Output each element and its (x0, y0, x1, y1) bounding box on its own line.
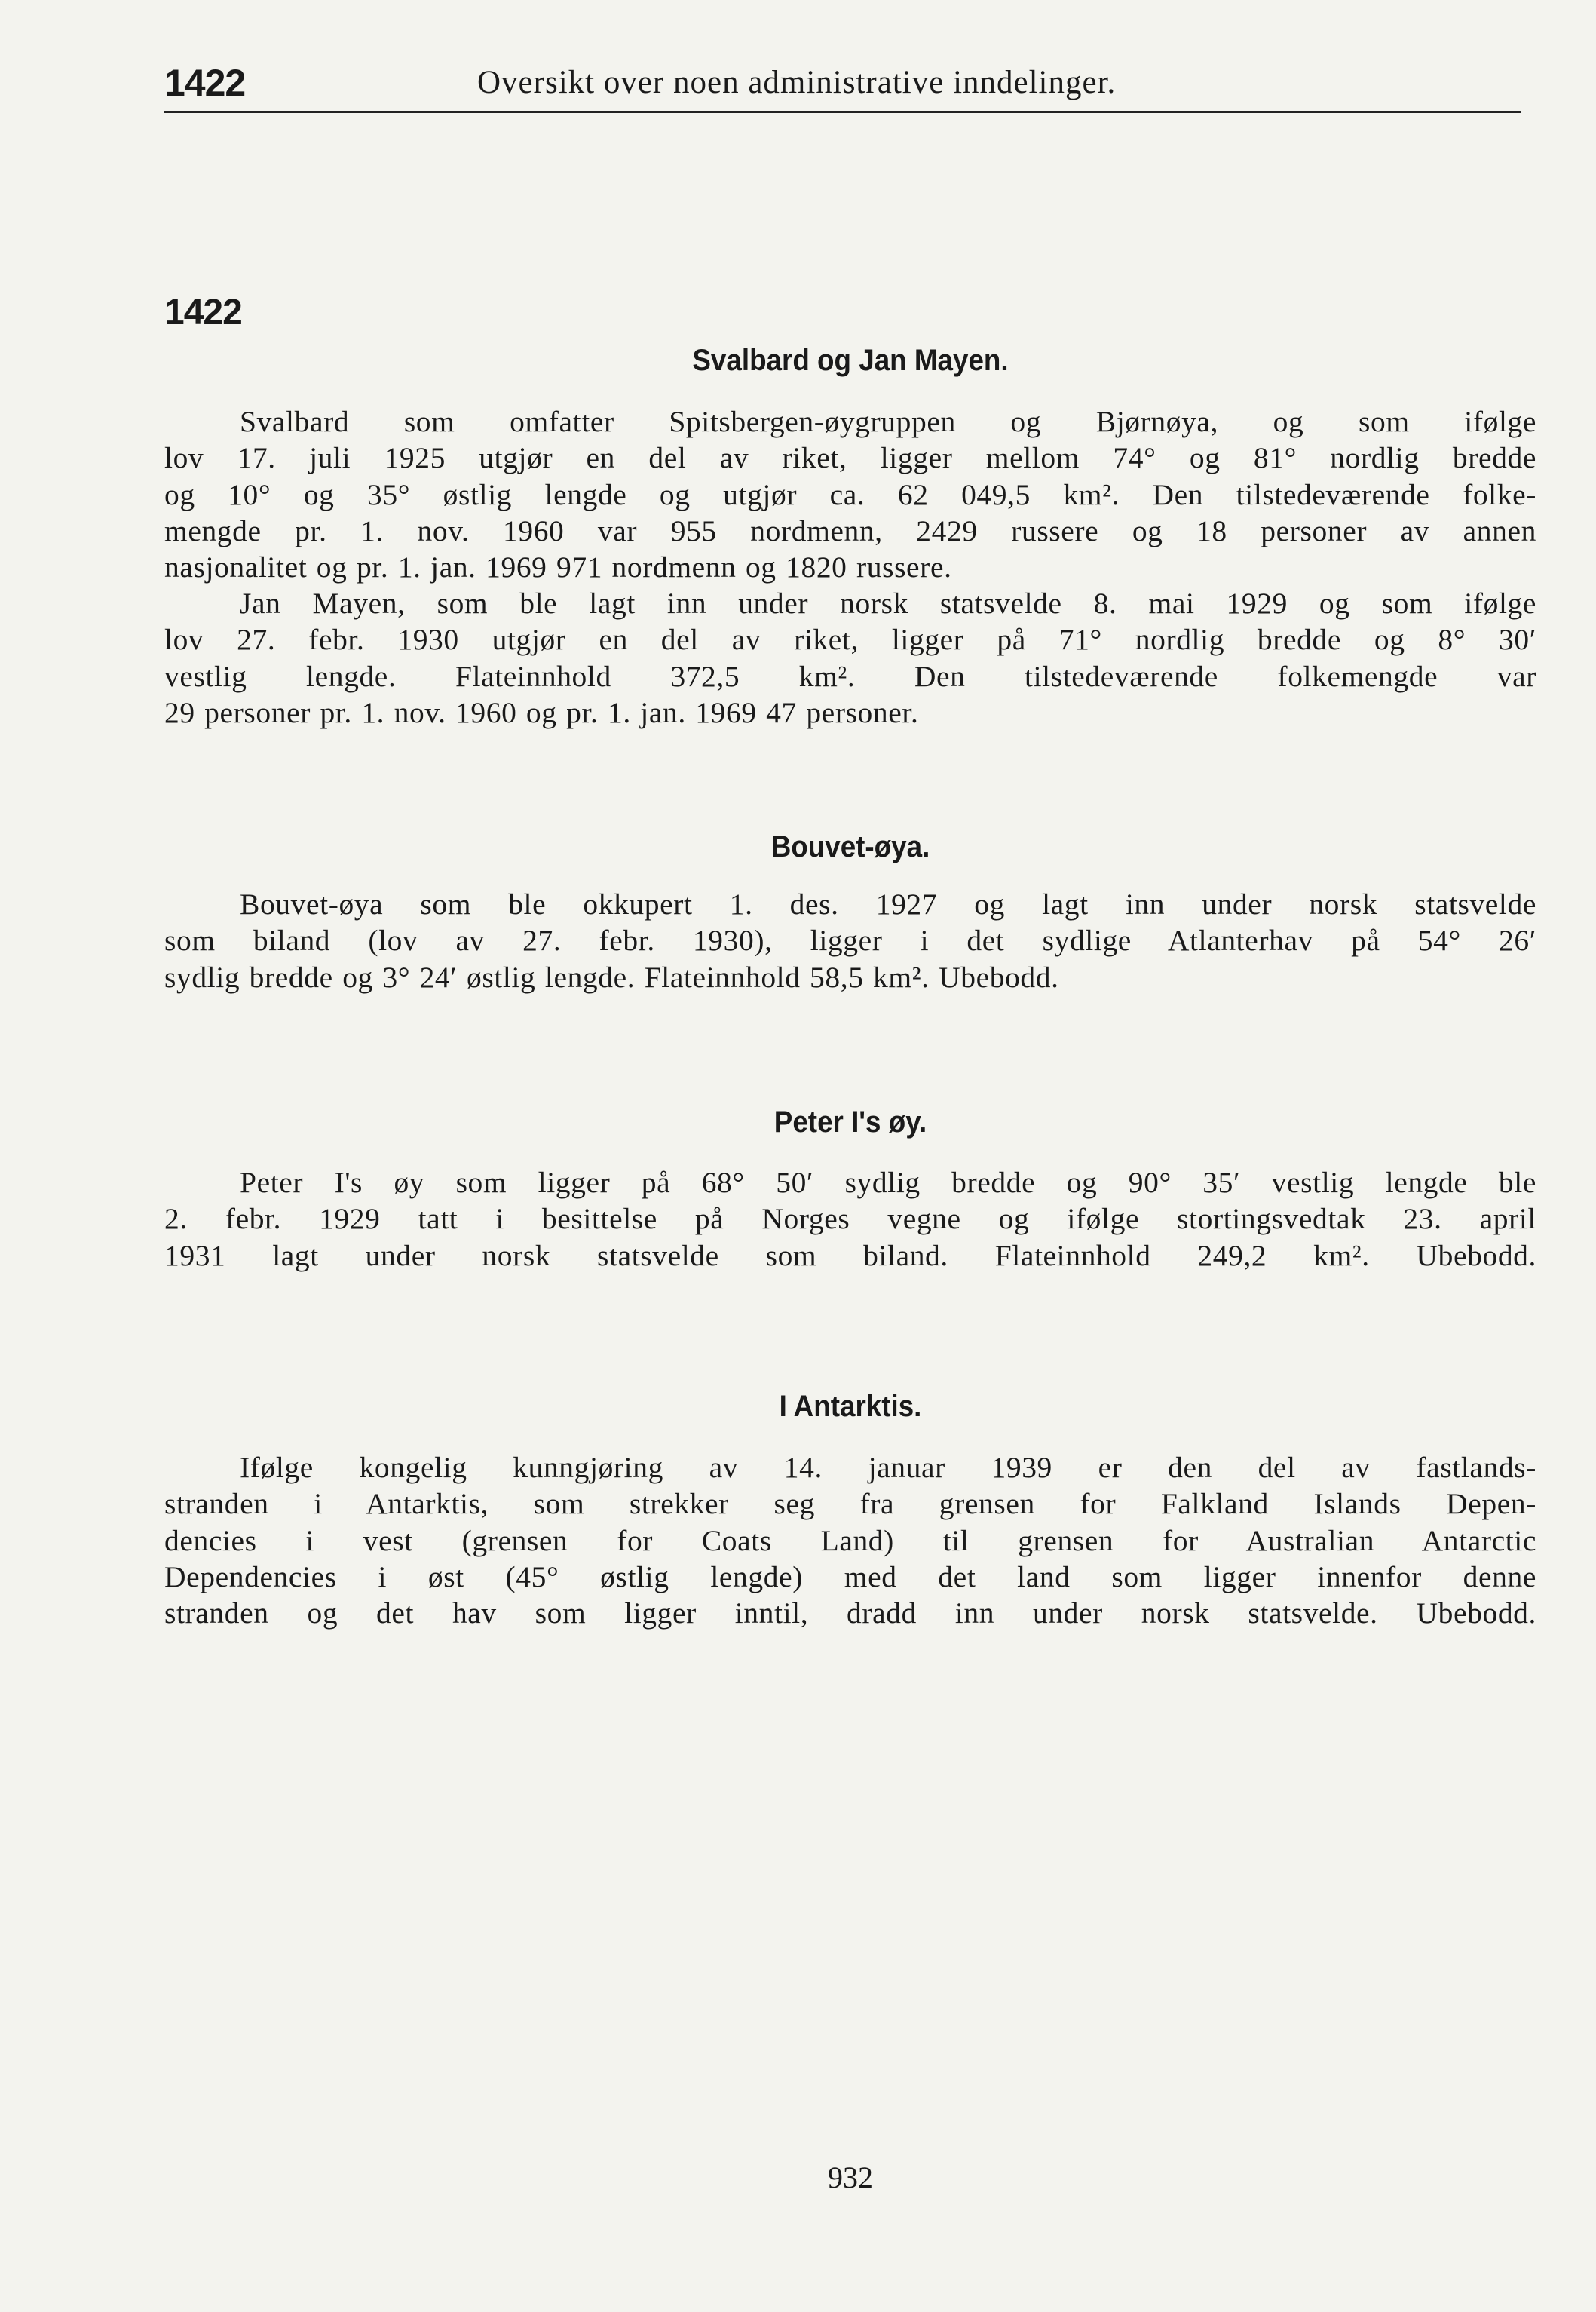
text-line: vestlig lengde. Flateinnhold 372,5 km². Den tilstedeværende folkemengde var (164, 659, 1536, 693)
text-line: sydlig bredde og 3° 24′ østlig lengde. Flateinnhold 58,5 km². Ubebodd. (164, 960, 1059, 994)
text-line: stranden og det hav som ligger inntil, dradd inn under norsk statsvelde. Ubebodd. (164, 1596, 1536, 1630)
text-line: Bouvet-øya som ble okkupert 1. des. 1927 og lagt inn under norsk statsvelde (240, 888, 1536, 921)
text-line: 2. febr. 1929 tatt i besittelse på Norges vegne og ifølge stortingsvedtak 23. april (164, 1202, 1536, 1236)
text-line: som biland (lov av 27. febr. 1930), ligger i det sydlige Atlanterhav på 54° 26′ (164, 924, 1536, 958)
heading-peter: Peter I's øy. (773, 1105, 927, 1139)
text-line: stranden i Antarktis, som strekker seg fra grensen for Falkland Islands Depen- (164, 1487, 1536, 1521)
text-line: lov 27. febr. 1930 utgjør en del av riket, ligger på 71° nordlig bredde og 8° 30′ (164, 623, 1536, 657)
footer-page-number: 932 (828, 2160, 873, 2194)
heading-svalbard: Svalbard og Jan Mayen. (692, 344, 1009, 377)
paragraph-jan-mayen (164, 585, 1536, 731)
paragraph-bouvet (164, 886, 1536, 995)
text-line: nasjonalitet og pr. 1. jan. 1969 971 nordmenn og 1820 russere. (164, 550, 952, 584)
heading-antarktis: I Antarktis. (779, 1390, 922, 1423)
paragraph-antarktis (164, 1449, 1536, 1631)
text-line: dencies i vest (grensen for Coats Land) til grensen for Australian Antarctic (164, 1523, 1536, 1557)
text-line: Svalbard som omfatter Spitsbergen-øygruppen og Bjørnøya, og som ifølge (240, 405, 1536, 438)
text-line: lov 17. juli 1925 utgjør en del av riket, ligger mellom 74° og 81° nordlig bredde (164, 441, 1536, 475)
paragraph-peter (164, 1164, 1536, 1274)
text-line: 29 personer pr. 1. nov. 1960 og pr. 1. jan. 1969 47 personer. (164, 695, 919, 729)
section-number: 1422 (164, 293, 242, 333)
running-header (164, 57, 1536, 109)
text-line: og 10° og 35° østlig lengde og utgjør ca. 62 049,5 km². Den tilstedeværende folke- (164, 477, 1536, 511)
text-line: Peter I's øy som ligger på 68° 50′ sydlig bredde og 90° 35′ vestlig lengde ble (240, 1166, 1536, 1199)
header-rule (164, 111, 1521, 113)
text-line: Jan Mayen, som ble lagt inn under norsk statsvelde 8. mai 1929 og som ifølge (240, 587, 1536, 620)
header-page-number: 1422 (164, 62, 246, 104)
text-line: mengde pr. 1. nov. 1960 var 955 nordmenn, 2429 russere og 18 personer av annen (164, 514, 1536, 547)
paragraph-svalbard (164, 403, 1536, 585)
heading-bouvet: Bouvet-øya. (770, 830, 930, 863)
text-line: Ifølge kongelig kunngjøring av 14. januar 1939 er den del av fastlands- (240, 1451, 1536, 1484)
header-title: Oversikt over noen administrative inndelinger. (477, 65, 1117, 100)
text-line: Dependencies i øst (45° østlig lengde) med det land som ligger innenfor denne (164, 1559, 1536, 1593)
text-line: 1931 lagt under norsk statsvelde som biland. Flateinnhold 249,2 km². Ubebodd. (164, 1238, 1536, 1272)
